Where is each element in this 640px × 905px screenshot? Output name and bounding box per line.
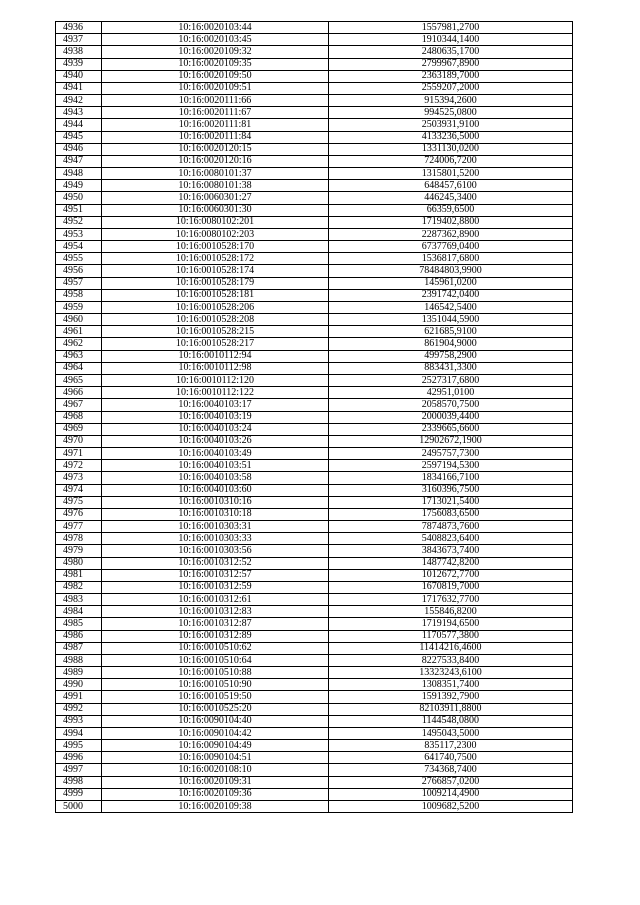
table-row — [56, 228, 573, 240]
value-cell: 835117,2300 — [329, 740, 573, 752]
row-number-cell: 4951 — [56, 204, 102, 216]
row-number-cell: 4972 — [56, 460, 102, 472]
row-number-cell: 4956 — [56, 265, 102, 277]
value-cell: 7874873,7600 — [329, 521, 573, 533]
table-row — [56, 314, 573, 326]
value-cell: 2766857,0200 — [329, 776, 573, 788]
value-cell: 1910344,1400 — [329, 34, 573, 46]
table-row — [56, 654, 573, 666]
table-row — [56, 241, 573, 253]
cadastral-number-cell: 10:16:0040103:58 — [102, 472, 329, 484]
row-number-cell: 4952 — [56, 216, 102, 228]
table-row — [56, 46, 573, 58]
table-row — [56, 740, 573, 752]
row-number-cell: 4996 — [56, 752, 102, 764]
table-row — [56, 70, 573, 82]
row-number-cell: 4993 — [56, 715, 102, 727]
table-row — [56, 533, 573, 545]
cadastral-number-cell: 10:16:0020120:15 — [102, 143, 329, 155]
value-cell: 11414216,4600 — [329, 642, 573, 654]
row-number-cell: 4971 — [56, 448, 102, 460]
table-row — [56, 253, 573, 265]
row-number-cell: 4943 — [56, 107, 102, 119]
cadastral-number-cell: 10:16:0020109:31 — [102, 776, 329, 788]
row-number-cell: 4982 — [56, 581, 102, 593]
row-number-cell: 4992 — [56, 703, 102, 715]
row-number-cell: 4944 — [56, 119, 102, 131]
cadastral-number-cell: 10:16:0020111:66 — [102, 95, 329, 107]
table-row — [56, 703, 573, 715]
cadastral-number-cell: 10:16:0020109:35 — [102, 58, 329, 70]
cadastral-number-cell: 10:16:0080102:201 — [102, 216, 329, 228]
row-number-cell: 4984 — [56, 606, 102, 618]
row-number-cell: 4946 — [56, 143, 102, 155]
value-cell: 2527317,6800 — [329, 374, 573, 386]
value-cell: 1012672,7700 — [329, 569, 573, 581]
table-row — [56, 776, 573, 788]
value-cell: 1009214,4900 — [329, 788, 573, 800]
row-number-cell: 4983 — [56, 594, 102, 606]
cadastral-number-cell: 10:16:0040103:19 — [102, 411, 329, 423]
cadastral-number-cell: 10:16:0020108:10 — [102, 764, 329, 776]
row-number-cell: 4945 — [56, 131, 102, 143]
row-number-cell: 4936 — [56, 22, 102, 34]
cadastral-number-cell: 10:16:0020109:51 — [102, 82, 329, 94]
cadastral-number-cell: 10:16:0010528:172 — [102, 253, 329, 265]
table-row — [56, 557, 573, 569]
table-row — [56, 350, 573, 362]
cadastral-number-cell: 10:16:0010312:52 — [102, 557, 329, 569]
value-cell: 994525,0800 — [329, 107, 573, 119]
table-row — [56, 594, 573, 606]
cadastral-number-cell: 10:16:0010528:208 — [102, 314, 329, 326]
cadastral-number-cell: 10:16:0010303:56 — [102, 545, 329, 557]
table-row — [56, 58, 573, 70]
cadastral-number-cell: 10:16:0010525:20 — [102, 703, 329, 715]
value-cell: 915394,2600 — [329, 95, 573, 107]
row-number-cell: 4989 — [56, 667, 102, 679]
value-cell: 2495757,7300 — [329, 448, 573, 460]
row-number-cell: 4987 — [56, 642, 102, 654]
value-cell: 2339665,6600 — [329, 423, 573, 435]
value-cell: 42951,0100 — [329, 387, 573, 399]
table-row — [56, 277, 573, 289]
row-number-cell: 4964 — [56, 362, 102, 374]
value-cell: 145961,0200 — [329, 277, 573, 289]
value-cell: 1713021,5400 — [329, 496, 573, 508]
table-row — [56, 362, 573, 374]
cadastral-number-cell: 10:16:0010112:120 — [102, 374, 329, 386]
row-number-cell: 4938 — [56, 46, 102, 58]
table-row — [56, 423, 573, 435]
cadastral-number-cell: 10:16:0010528:181 — [102, 289, 329, 301]
row-number-cell: 4962 — [56, 338, 102, 350]
cadastral-number-cell: 10:16:0010312:61 — [102, 594, 329, 606]
cadastral-number-cell: 10:16:0010528:215 — [102, 326, 329, 338]
value-cell: 66359,6500 — [329, 204, 573, 216]
value-cell: 1670819,7000 — [329, 581, 573, 593]
table-row — [56, 216, 573, 228]
value-cell: 2058570,7500 — [329, 399, 573, 411]
row-number-cell: 4949 — [56, 180, 102, 192]
value-cell: 641740,7500 — [329, 752, 573, 764]
table-row — [56, 168, 573, 180]
table-row — [56, 496, 573, 508]
value-cell: 883431,3300 — [329, 362, 573, 374]
table-row — [56, 484, 573, 496]
cadastral-number-cell: 10:16:0080102:203 — [102, 228, 329, 240]
value-cell: 1009682,5200 — [329, 801, 573, 813]
value-cell: 1170577,3800 — [329, 630, 573, 642]
cadastral-number-cell: 10:16:0090104:42 — [102, 727, 329, 739]
value-cell: 2559207,2000 — [329, 82, 573, 94]
row-number-cell: 4977 — [56, 521, 102, 533]
table-row — [56, 107, 573, 119]
value-cell: 2000039,4400 — [329, 411, 573, 423]
cadastral-number-cell: 10:16:0090104:51 — [102, 752, 329, 764]
row-number-cell: 4999 — [56, 788, 102, 800]
cadastral-number-cell: 10:16:0020111:84 — [102, 131, 329, 143]
cadastral-number-cell: 10:16:0010528:170 — [102, 241, 329, 253]
cadastral-number-cell: 10:16:0010528:206 — [102, 301, 329, 313]
table-row — [56, 472, 573, 484]
value-cell: 8227533,8400 — [329, 654, 573, 666]
cadastral-number-cell: 10:16:0020120:16 — [102, 155, 329, 167]
value-cell: 3843673,7400 — [329, 545, 573, 557]
table-row — [56, 788, 573, 800]
value-cell: 1487742,8200 — [329, 557, 573, 569]
table-row — [56, 338, 573, 350]
cadastral-number-cell: 10:16:0010528:174 — [102, 265, 329, 277]
row-number-cell: 4963 — [56, 350, 102, 362]
cadastral-number-cell: 10:16:0040103:24 — [102, 423, 329, 435]
cadastral-number-cell: 10:16:0040103:51 — [102, 460, 329, 472]
table-row — [56, 545, 573, 557]
table-row — [56, 521, 573, 533]
value-cell: 3160396,7500 — [329, 484, 573, 496]
row-number-cell: 4969 — [56, 423, 102, 435]
value-cell: 155846,8200 — [329, 606, 573, 618]
table-row — [56, 435, 573, 447]
row-number-cell: 4953 — [56, 228, 102, 240]
value-cell: 1719194,6500 — [329, 618, 573, 630]
value-cell: 13323243,6100 — [329, 667, 573, 679]
value-cell: 146542,5400 — [329, 301, 573, 313]
cadastral-number-cell: 10:16:0080101:38 — [102, 180, 329, 192]
table-row — [56, 34, 573, 46]
data-table — [55, 21, 573, 813]
table-row — [56, 581, 573, 593]
cadastral-number-cell: 10:16:0040103:49 — [102, 448, 329, 460]
cadastral-number-cell: 10:16:0010303:33 — [102, 533, 329, 545]
cadastral-number-cell: 10:16:0020109:38 — [102, 801, 329, 813]
value-cell: 5408823,6400 — [329, 533, 573, 545]
row-number-cell: 4998 — [56, 776, 102, 788]
cadastral-number-cell: 10:16:0010510:64 — [102, 654, 329, 666]
row-number-cell: 4975 — [56, 496, 102, 508]
cadastral-number-cell: 10:16:0010112:122 — [102, 387, 329, 399]
table-row — [56, 764, 573, 776]
table-row — [56, 630, 573, 642]
cadastral-number-cell: 10:16:0010510:62 — [102, 642, 329, 654]
table-row — [56, 95, 573, 107]
value-cell: 6737769,0400 — [329, 241, 573, 253]
value-cell: 1315801,5200 — [329, 168, 573, 180]
row-number-cell: 4947 — [56, 155, 102, 167]
table-row — [56, 131, 573, 143]
table-row — [56, 22, 573, 34]
table-row — [56, 715, 573, 727]
value-cell: 446245,3400 — [329, 192, 573, 204]
table-row — [56, 82, 573, 94]
value-cell: 648457,6100 — [329, 180, 573, 192]
row-number-cell: 4979 — [56, 545, 102, 557]
table-row — [56, 667, 573, 679]
value-cell: 1834166,7100 — [329, 472, 573, 484]
value-cell: 12902672,1900 — [329, 435, 573, 447]
cadastral-number-cell: 10:16:0010312:89 — [102, 630, 329, 642]
cadastral-number-cell: 10:16:0010112:98 — [102, 362, 329, 374]
row-number-cell: 4994 — [56, 727, 102, 739]
cadastral-number-cell: 10:16:0020109:36 — [102, 788, 329, 800]
table-row — [56, 642, 573, 654]
value-cell: 2363189,7000 — [329, 70, 573, 82]
value-cell: 734368,7400 — [329, 764, 573, 776]
cadastral-number-cell: 10:16:0010310:18 — [102, 508, 329, 520]
row-number-cell: 5000 — [56, 801, 102, 813]
table-row — [56, 618, 573, 630]
row-number-cell: 4942 — [56, 95, 102, 107]
table-row — [56, 301, 573, 313]
table-row — [56, 460, 573, 472]
cadastral-number-cell: 10:16:0020109:50 — [102, 70, 329, 82]
value-cell: 1331130,0200 — [329, 143, 573, 155]
value-cell: 2287362,8900 — [329, 228, 573, 240]
cadastral-number-cell: 10:16:0060301:30 — [102, 204, 329, 216]
cadastral-number-cell: 10:16:0010528:217 — [102, 338, 329, 350]
table-row — [56, 180, 573, 192]
value-cell: 2597194,5300 — [329, 460, 573, 472]
cadastral-number-cell: 10:16:0010310:16 — [102, 496, 329, 508]
value-cell: 78484803,9900 — [329, 265, 573, 277]
table-row — [56, 265, 573, 277]
table-row — [56, 387, 573, 399]
value-cell: 1144548,0800 — [329, 715, 573, 727]
value-cell: 1351044,5900 — [329, 314, 573, 326]
table-row — [56, 448, 573, 460]
value-cell: 82103911,8800 — [329, 703, 573, 715]
row-number-cell: 4981 — [56, 569, 102, 581]
row-number-cell: 4965 — [56, 374, 102, 386]
cadastral-number-cell: 10:16:0020103:45 — [102, 34, 329, 46]
table-body — [56, 22, 573, 813]
table-row — [56, 399, 573, 411]
table-row — [56, 411, 573, 423]
row-number-cell: 4955 — [56, 253, 102, 265]
table-row — [56, 119, 573, 131]
row-number-cell: 4937 — [56, 34, 102, 46]
cadastral-number-cell: 10:16:0090104:40 — [102, 715, 329, 727]
cadastral-number-cell: 10:16:0020111:67 — [102, 107, 329, 119]
row-number-cell: 4966 — [56, 387, 102, 399]
row-number-cell: 4958 — [56, 289, 102, 301]
row-number-cell: 4961 — [56, 326, 102, 338]
row-number-cell: 4959 — [56, 301, 102, 313]
row-number-cell: 4960 — [56, 314, 102, 326]
cadastral-number-cell: 10:16:0090104:49 — [102, 740, 329, 752]
value-cell: 1536817,6800 — [329, 253, 573, 265]
cadastral-number-cell: 10:16:0020111:81 — [102, 119, 329, 131]
value-cell: 1495043,5000 — [329, 727, 573, 739]
table-row — [56, 326, 573, 338]
cadastral-number-cell: 10:16:0010519:50 — [102, 691, 329, 703]
row-number-cell: 4970 — [56, 435, 102, 447]
row-number-cell: 4990 — [56, 679, 102, 691]
value-cell: 2391742,0400 — [329, 289, 573, 301]
value-cell: 1308351,7400 — [329, 679, 573, 691]
table-row — [56, 691, 573, 703]
cadastral-number-cell: 10:16:0020103:44 — [102, 22, 329, 34]
cadastral-number-cell: 10:16:0060301:27 — [102, 192, 329, 204]
value-cell: 2480635,1700 — [329, 46, 573, 58]
table-row — [56, 508, 573, 520]
row-number-cell: 4980 — [56, 557, 102, 569]
value-cell: 724006,7200 — [329, 155, 573, 167]
cadastral-number-cell: 10:16:0010312:83 — [102, 606, 329, 618]
row-number-cell: 4939 — [56, 58, 102, 70]
row-number-cell: 4985 — [56, 618, 102, 630]
cadastral-number-cell: 10:16:0040103:60 — [102, 484, 329, 496]
row-number-cell: 4950 — [56, 192, 102, 204]
cadastral-number-cell: 10:16:0040103:17 — [102, 399, 329, 411]
cadastral-number-cell: 10:16:0010312:57 — [102, 569, 329, 581]
row-number-cell: 4974 — [56, 484, 102, 496]
row-number-cell: 4988 — [56, 654, 102, 666]
value-cell: 1756083,6500 — [329, 508, 573, 520]
value-cell: 2503931,9100 — [329, 119, 573, 131]
table-row — [56, 569, 573, 581]
row-number-cell: 4957 — [56, 277, 102, 289]
row-number-cell: 4973 — [56, 472, 102, 484]
cadastral-number-cell: 10:16:0010112:94 — [102, 350, 329, 362]
table-row — [56, 155, 573, 167]
table-row — [56, 752, 573, 764]
table-row — [56, 192, 573, 204]
value-cell: 1591392,7900 — [329, 691, 573, 703]
cadastral-number-cell: 10:16:0020109:32 — [102, 46, 329, 58]
value-cell: 1717632,7700 — [329, 594, 573, 606]
table-row — [56, 679, 573, 691]
value-cell: 4133236,5000 — [329, 131, 573, 143]
table-row — [56, 204, 573, 216]
value-cell: 1557981,2700 — [329, 22, 573, 34]
cadastral-number-cell: 10:16:0010312:87 — [102, 618, 329, 630]
value-cell: 621685,9100 — [329, 326, 573, 338]
row-number-cell: 4968 — [56, 411, 102, 423]
table-row — [56, 374, 573, 386]
table-row — [56, 143, 573, 155]
value-cell: 861904,9000 — [329, 338, 573, 350]
row-number-cell: 4978 — [56, 533, 102, 545]
row-number-cell: 4948 — [56, 168, 102, 180]
value-cell: 2799967,8900 — [329, 58, 573, 70]
cadastral-number-cell: 10:16:0010528:179 — [102, 277, 329, 289]
cadastral-number-cell: 10:16:0040103:26 — [102, 435, 329, 447]
row-number-cell: 4995 — [56, 740, 102, 752]
cadastral-number-cell: 10:16:0010510:90 — [102, 679, 329, 691]
row-number-cell: 4940 — [56, 70, 102, 82]
row-number-cell: 4991 — [56, 691, 102, 703]
cadastral-number-cell: 10:16:0010510:88 — [102, 667, 329, 679]
row-number-cell: 4941 — [56, 82, 102, 94]
cadastral-number-cell: 10:16:0080101:37 — [102, 168, 329, 180]
value-cell: 1719402,8800 — [329, 216, 573, 228]
row-number-cell: 4954 — [56, 241, 102, 253]
cadastral-number-cell: 10:16:0010303:31 — [102, 521, 329, 533]
row-number-cell: 4986 — [56, 630, 102, 642]
table-row — [56, 289, 573, 301]
row-number-cell: 4997 — [56, 764, 102, 776]
table-row — [56, 727, 573, 739]
row-number-cell: 4967 — [56, 399, 102, 411]
table-row — [56, 801, 573, 813]
value-cell: 499758,2900 — [329, 350, 573, 362]
cadastral-number-cell: 10:16:0010312:59 — [102, 581, 329, 593]
table-row — [56, 606, 573, 618]
row-number-cell: 4976 — [56, 508, 102, 520]
